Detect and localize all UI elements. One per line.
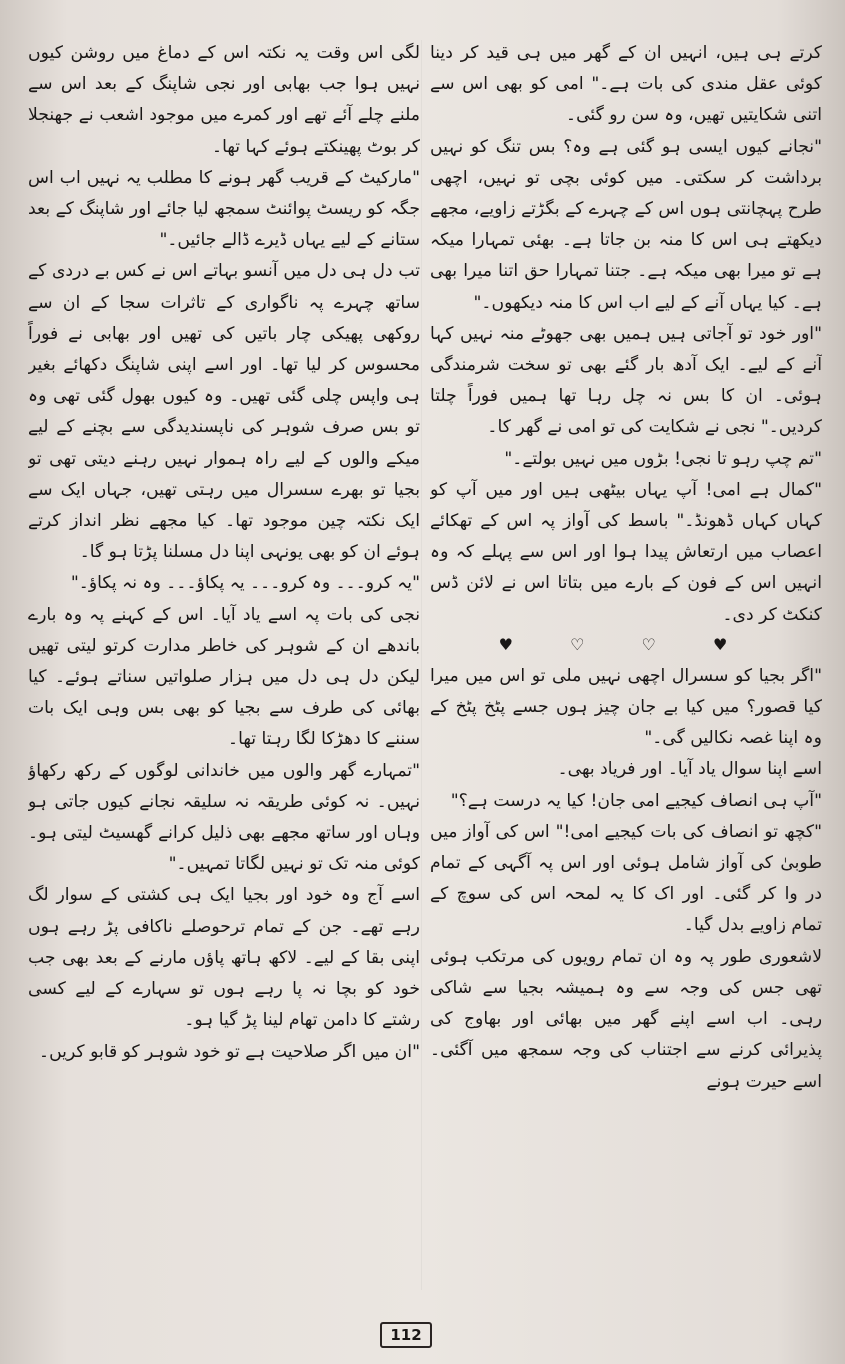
paragraph: لگی اس وقت یہ نکتہ اس کے دماغ میں روشن کیوں نہیں ہوا جب بھابی اور نجی شاپنگ کے بعد اس سے ملنے چلے آئے تھے اور کمرے میں موجود اشعب نے جھنجلا کر بوٹ پھینکتے ہوئے کہا تھا۔ [28,43,420,157]
right-column [430,38,822,1300]
paragraph: "مارکیٹ کے قریب گھر ہونے کا مطلب یہ نہیں اب اس جگہ کو ریسٹ پوائنٹ سمجھ لیا جائے اور شاپنگ کے بعد ستانے کے لیے یہاں ڈیرے ڈالے جائیں۔" [28,167,420,251]
paragraph: کرتے ہی ہیں، انہیں ان کے گھر میں ہی قید کر دینا کوئی عقل مندی کی بات ہے۔" امی کو بھی اس سے اتنی شکایتیں تھیں، وہ سن رو گئی۔ [430,43,822,126]
paragraph: "کمال ہے امی! آپ یہاں بیٹھی ہیں اور میں آپ کو کہاں کہاں ڈھونڈ۔" باسط کی آواز پہ اس کے تھکائے اعصاب میں ارتعاش پیدا ہوا اور اس سے پہلے کہ وہ انہیں اس کے فون کے بارے میں بتاتا اس نے لائن ڈس کنکٹ کر دی۔ [430,479,822,625]
paragraph: "تمہارے گھر والوں میں خاندانی لوگوں کے رکھ رکھاؤ نہیں۔ نہ کوئی طریقہ نہ سلیقہ نجانے کیوں جاتی ہو وہاں اور ساتھ مجھے بھی ذلیل کرانے گھسیٹ لیتی ہو۔ کوئی منہ تک تو نہیں لگاتا تمہیں۔" [28,760,420,875]
paragraph: "اور خود تو آجاتی ہیں ہمیں بھی جھوٹے منہ نہیں کہا آنے کے لیے۔ ایک آدھ بار گئے بھی تو سخت شرمندگی ہوئی۔ ان کا بس نہ چل رہا تھا ہمیں فوراً چلتا کردیں۔" نجی نے شکایت کی تو امی نے گھر کا۔ [430,323,822,438]
paragraph: لاشعوری طور پہ وہ ان تمام رویوں کی مرتکب ہوئی تھی جس کی وجہ سے وہ ہمیشہ بجیا سے شاکی رہی۔ اب اسے اپنے گھر میں بھائی اور بھاوج کی پذیرائی کرنے سے اجتناب کی وجہ سمجھ میں آگئی۔ اسے حیرت ہونے [430,946,822,1092]
paragraph: تب دل ہی دل میں آنسو بہاتے اس نے کس بے دردی کے ساتھ چہرے پہ ناگواری کے تاثرات سجا کے ان سے روکھی پھیکی چار باتیں کی تھیں اور بھابی نے فوراً محسوس کر لیا تھا۔ اور اسے اپنی شاپنگ دکھائے بغیر ہی واپس چلی گئی تھیں۔ وہ کیوں بھول گئی تھی وہ تو بس صرف شوہر کی ناپسندیدگی سے بچنے کے لیے میکے والوں کے لیے راہ ہموار نہیں رہنے دیتی تھی تو بجیا تو بھرے سسرال میں رہتی تھیں، جہاں ایک سے ایک نکتہ چین موجود تھا۔ کیا مجھے نظر انداز کرتے ہوئے ان کو بھی یونہی اپنا دل مسلنا پڑتا ہو گا۔ [28,261,420,563]
paragraph: "نجانے کیوں ایسی ہو گئی ہے وہ؟ بس تنگ کو نہیں برداشت کر سکتی۔ میں کوئی بچی تو نہیں، اچھی طرح پہچانتی ہوں اس کے چہرے کے بگڑتے زاویے، مجھے دیکھتے ہی اس کا منہ بن جاتا ہے۔ بھئی تمہارا میکہ ہے تو میرا بھی میکہ ہے۔ جتنا تمہارا حق اتنا میرا بھی ہے۔ کیا یہاں آنے کے لیے اب اس کا منہ دیکھوں۔" [430,136,822,313]
hearts-separator: ♥ ♡ ♡ ♥ [498,634,754,654]
paragraph: "کچھ تو انصاف کی بات کیجیے امی!" اس کی آواز میں طوبیٰ کی آواز شامل ہوئی اور اس پہ آگہی کے تمام در وا کر گئی۔ اور اک کا یہ لمحہ اس کی سوچ کے تمام زاویے بدل گیا۔ [430,821,822,936]
paragraph: "تم چپ رہو تا نجی! بڑوں میں نہیں بولتے۔" [504,448,822,469]
paragraph: "یہ کرو۔۔۔ وہ کرو۔۔۔ یہ پکاؤ۔۔۔ وہ نہ پکاؤ۔" [70,573,420,594]
column-gutter [421,40,422,1290]
paragraph: "ان میں اگر صلاحیت ہے تو خود شوہر کو قابو کریں۔ [39,1041,420,1062]
paragraph: اسے اپنا سوال یاد آیا۔ اور فریاد بھی۔ [557,759,822,780]
paragraph: "اگر بجیا کو سسرال اچھی نہیں ملی تو اس میں میرا کیا قصور؟ میں کیا بے جان چیز ہوں جسے پٹخ پٹخ کے وہ اپنا غصہ نکالیں گی۔" [430,665,822,749]
left-column [28,38,420,1300]
page-number: 112 [380,1322,432,1348]
paragraph: نجی کی بات پہ اسے یاد آیا۔ اس کے کہنے پہ وہ بارے باندھے ان کے شوہر کی خاطر مدارت کرتو لیتی تھیں لیکن دل ہی دل میں ہزار صلواتیں سناتے ہوئے۔ کیا بھائی کی طرف سے بجیا کو بھی بس وہی ایک بات سننے کا دھڑکا لگا رہتا تھا۔ [28,604,420,750]
paragraph: اسے آج وہ خود اور بجیا ایک ہی کشتی کے سوار لگ رہے تھے۔ جن کے تمام ترحوصلے ناکافی پڑ رہے ہوں اپنی بقا کے لیے۔ لاکھ ہاتھ پاؤں مارنے کے بعد بھی جب خود کو بچا نہ پا رہے ہوں تو سہارے کے لیے کسی رشتے کا دامن تھام لینا پڑ گیا ہو۔ [28,885,420,1031]
paragraph: "آپ ہی انصاف کیجیے امی جان! کیا یہ درست ہے؟" [450,790,822,811]
